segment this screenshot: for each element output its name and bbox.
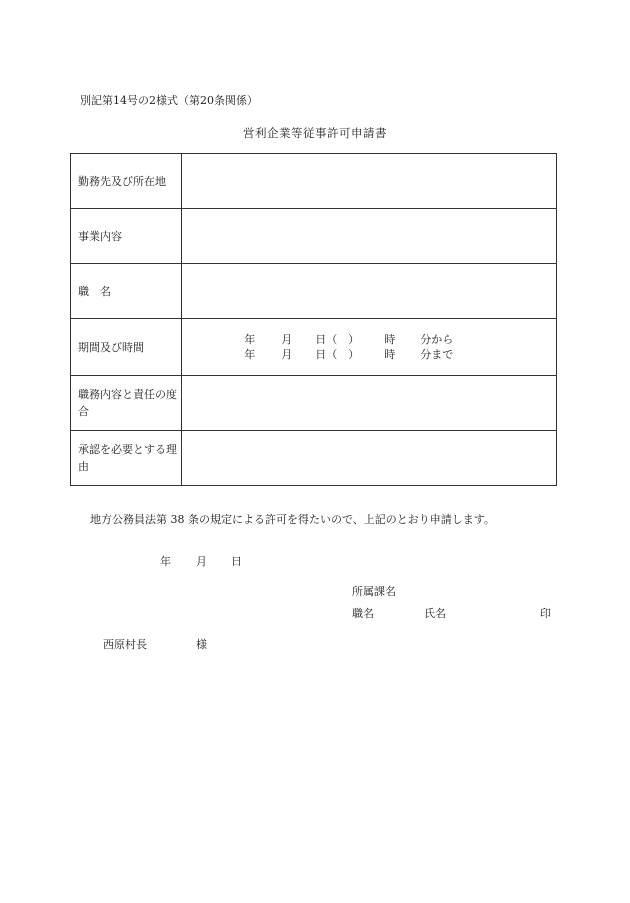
field-reason[interactable] xyxy=(182,431,557,486)
table-row xyxy=(71,264,557,319)
application-statement: 地方公務員法第 38 条の規定による許可を得たいので、上記のとおり申請します。 xyxy=(90,513,495,526)
field-workplace[interactable] xyxy=(182,154,557,209)
period-lines xyxy=(244,332,556,362)
field-duties[interactable] xyxy=(182,376,557,431)
name-label: 氏名 xyxy=(424,607,446,620)
hour-label: 時 xyxy=(384,348,396,361)
seal-mark: 印 xyxy=(540,607,551,620)
table-row xyxy=(71,209,557,264)
to-label: 分まで xyxy=(420,348,454,361)
field-business[interactable] xyxy=(182,209,557,264)
document-title: 営利企業等従事許可申請書 xyxy=(243,126,387,140)
date-month-label: 月 xyxy=(196,555,207,568)
row-label-position: 職 名 xyxy=(71,264,182,319)
hour-label: 時 xyxy=(384,333,396,346)
field-period[interactable] xyxy=(182,319,557,376)
row-label-workplace: 勤務先及び所在地 xyxy=(71,154,182,209)
table-row xyxy=(71,319,557,376)
position-label: 職名 xyxy=(352,607,374,620)
addressee-name: 西原村長 xyxy=(103,638,147,651)
month-label: 月 xyxy=(281,348,293,361)
field-position[interactable] xyxy=(182,264,557,319)
from-label: 分から xyxy=(420,333,454,346)
row-label-duties: 職務内容と責任の度合 xyxy=(71,376,182,431)
application-table xyxy=(70,153,557,486)
year-label: 年 xyxy=(244,333,256,346)
year-label: 年 xyxy=(244,348,256,361)
date-year-label: 年 xyxy=(160,555,171,568)
month-label: 月 xyxy=(281,333,293,346)
day-label: 日（ ） xyxy=(315,348,360,361)
department-label: 所属課名 xyxy=(352,585,396,598)
row-label-reason: 承認を必要とする理由 xyxy=(71,431,182,486)
row-label-period: 期間及び時間 xyxy=(71,319,182,376)
day-label: 日（ ） xyxy=(315,333,360,346)
date-day-label: 日 xyxy=(231,555,242,568)
table-row xyxy=(71,431,557,486)
form-reference: 別記第14号の2様式（第20条関係） xyxy=(80,94,258,107)
addressee-honorific: 様 xyxy=(196,638,207,651)
period-from-line xyxy=(244,332,556,347)
period-to-line xyxy=(244,347,556,362)
table-row xyxy=(71,376,557,431)
row-label-business: 事業内容 xyxy=(71,209,182,264)
table-row xyxy=(71,154,557,209)
